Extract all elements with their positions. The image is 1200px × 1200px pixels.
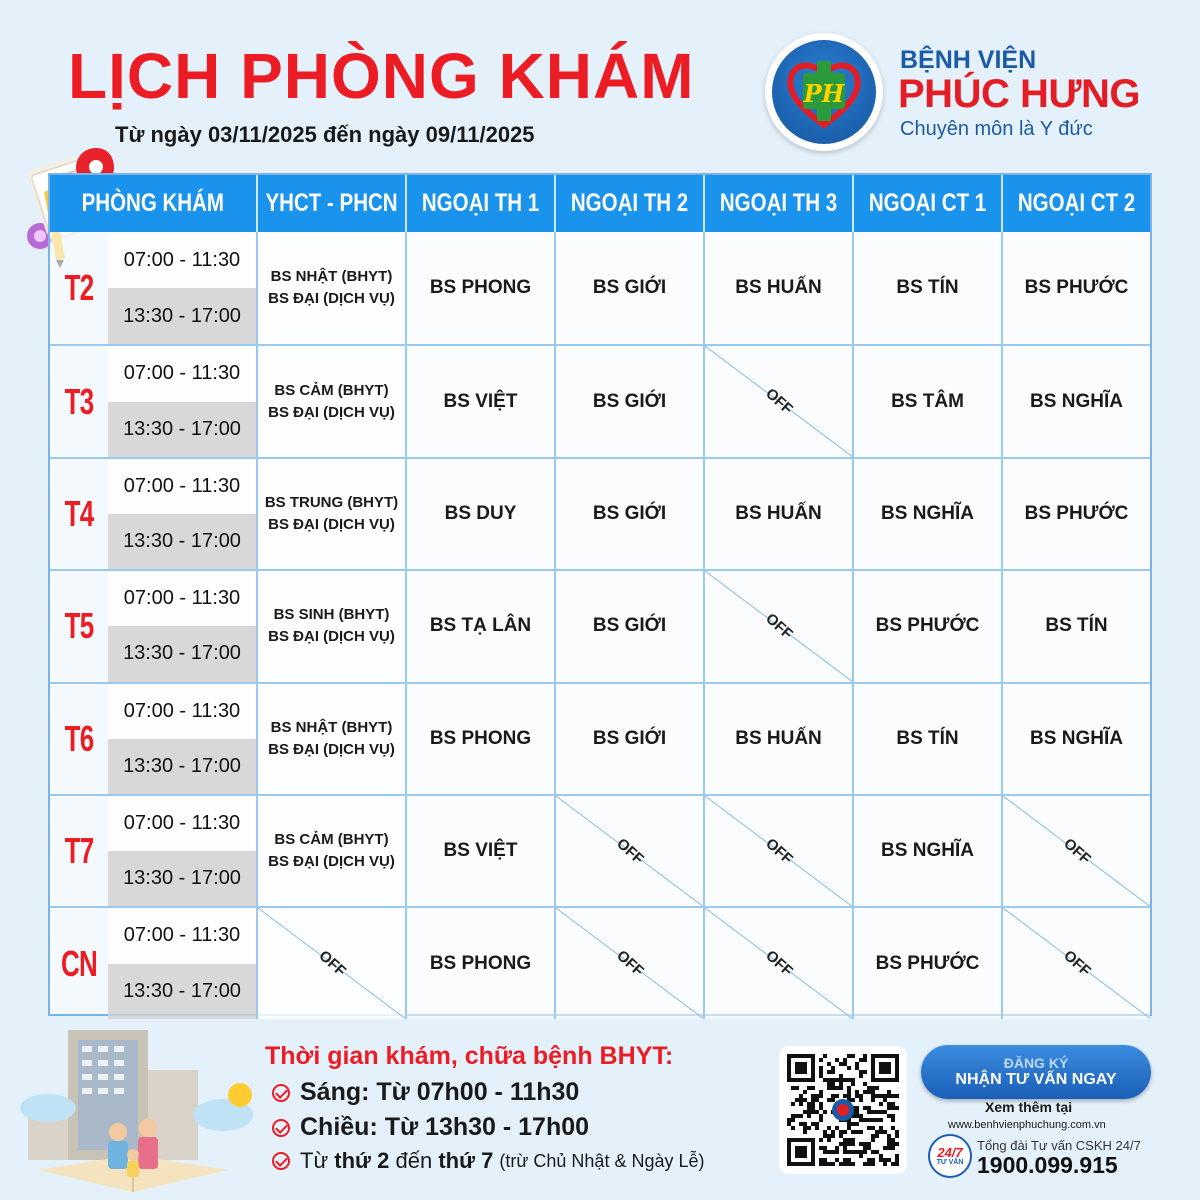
doctor-cell [705,796,854,906]
doctor-name: BS NHẬT (BHYT) [270,718,393,736]
doctor-name: BS TẠ LÂN [429,615,532,637]
doctor-cell [705,571,854,681]
day-label [50,908,108,1018]
doctor-name: BS ĐẠI (DỊCH VỤ) [268,853,395,871]
afternoon-slot: 13:30 - 17:00 [108,514,256,569]
column-header [705,175,854,232]
column-header [50,175,258,232]
doctor-cell [407,796,556,906]
yhct-cell [258,684,407,794]
doctor-cell [1003,571,1150,681]
off-label: OFF [1059,947,1094,980]
day-text: T3 [64,380,94,422]
svg-text:PH: PH [803,79,845,108]
day-text: T4 [64,492,94,534]
doctor-cell [556,346,705,456]
afternoon-slot: 13:30 - 17:00 [108,402,256,457]
day-label [50,571,108,681]
doctor-cell [556,459,705,569]
column-header-label: NGOẠI CT 1 [868,189,987,217]
doctor-cell [556,232,705,344]
day-cell [50,908,258,1018]
doctor-name: BS TÍN [1045,615,1108,637]
doctor-name: BS GIỚI [592,727,667,749]
doctor-name: BS SINH (BHYT) [273,606,390,624]
afternoon-slot: 13:30 - 17:00 [108,626,256,681]
day-text: T7 [64,830,94,872]
hotline-label: Tổng đài Tư vấn CSKH 24/7 [977,1138,1141,1153]
cta-main-label: NHẬN TƯ VẤN NGAY [955,1071,1117,1088]
hotline-247-badge [928,1134,972,1178]
day-cell [50,346,258,456]
doctor-name: BS TÂM [891,390,964,412]
day-cell [50,232,258,344]
doctor-name: BS NGHĨA [881,840,974,862]
doctor-name: BS HUẤN [735,277,822,299]
off-label: OFF [761,385,796,418]
yhct-cell [258,908,407,1018]
day-cell [50,459,258,569]
day-text: T2 [64,267,94,309]
day-cell [50,796,258,906]
day-text: T6 [64,717,94,759]
table-row [50,794,1150,906]
doctor-name: BS GIỚI [592,277,667,299]
afternoon-slot: 13:30 - 17:00 [108,288,256,344]
column-header [1003,175,1150,232]
column-header-label: NGOẠI CT 2 [1017,189,1136,217]
date-range: Từ ngày 03/11/2025 đến ngày 09/11/2025 [115,122,535,147]
morning-slot: 07:00 - 11:30 [108,346,256,401]
table-row [50,906,1150,1018]
doctor-name: BS NGHĨA [881,502,974,524]
off-label: OFF [314,946,349,980]
column-header-label: NGOẠI TH 2 [570,189,689,217]
brand-top: BỆNH VIỆN [900,46,1037,74]
doctor-name: BS NGHĨA [1030,390,1123,412]
page-title: LỊCH PHÒNG KHÁM [68,40,695,112]
see-more-label: Xem thêm tại [985,1099,1073,1115]
yhct-cell [258,232,407,344]
days-mid: đến [395,1148,433,1173]
doctor-cell [854,908,1003,1018]
doctor-name: BS VIỆT [443,840,518,862]
morning-hours-text: Sáng: Từ 07h00 - 11h30 [300,1078,580,1106]
doctor-name: BS TRUNG (BHYT) [264,493,399,511]
table-row [50,344,1150,456]
afternoon-hours [272,1113,589,1142]
doctor-cell [556,908,705,1018]
doctor-cell [556,684,705,794]
doctor-cell [1003,346,1150,456]
day-label [50,232,108,344]
doctor-cell [705,684,854,794]
doctor-cell [407,346,556,456]
schedule-table [48,173,1152,1016]
morning-slot: 07:00 - 11:30 [108,908,256,963]
qr-code[interactable] [779,1046,907,1174]
doctor-name: BS TÍN [896,727,959,749]
off-label: OFF [761,947,796,980]
doctor-cell [556,796,705,906]
doctor-cell [1003,684,1150,794]
day-label [50,346,108,456]
doctor-name: BS HUẤN [735,502,822,524]
day-label [50,796,108,906]
doctor-name: BS DUY [444,502,517,524]
check-circle-icon [272,1152,290,1170]
logo-heart-icon [779,47,869,137]
column-header [258,175,407,232]
table-row [50,232,1150,344]
register-consult-button[interactable] [921,1045,1151,1099]
doctor-name: BS PHONG [429,952,532,974]
morning-hours [272,1078,579,1107]
morning-slot: 07:00 - 11:30 [108,571,256,626]
day-text: T5 [64,605,94,647]
morning-slot: 07:00 - 11:30 [108,796,256,851]
doctor-name: BS HUẤN [735,727,822,749]
doctor-name: BS PHƯỚC [875,952,980,974]
column-header [854,175,1003,232]
table-row [50,682,1150,794]
brand-tagline: Chuyên môn là Y đức [900,118,1093,140]
doctor-name: BS PHƯỚC [1024,277,1129,299]
column-header-label: NGOẠI TH 3 [719,189,838,217]
doctor-name: BS ĐẠI (DỊCH VỤ) [268,515,395,533]
days-to: thứ 7 [438,1148,494,1173]
day-text: CN [61,942,97,984]
bhyt-hours-title: Thời gian khám, chữa bệnh BHYT: [265,1042,674,1070]
table-row [50,569,1150,681]
column-header [556,175,705,232]
doctor-cell [407,908,556,1018]
doctor-name: BS NHẬT (BHYT) [270,268,393,286]
column-header-label: NGOẠI TH 1 [421,189,540,217]
off-label: OFF [1059,834,1094,868]
morning-slot: 07:00 - 11:30 [108,459,256,514]
doctor-cell [407,459,556,569]
table-body [50,232,1150,1019]
hospital-logo [765,33,883,151]
doctor-cell [1003,796,1150,906]
afternoon-hours-text: Chiều: Từ 13h30 - 17h00 [300,1113,590,1141]
off-label: OFF [612,834,647,868]
off-label: OFF [761,610,796,643]
table-row [50,457,1150,569]
doctor-name: BS GIỚI [592,502,667,524]
doctor-name: BS PHƯỚC [875,615,980,637]
days-from: thứ 2 [334,1148,390,1173]
doctor-cell [407,232,556,344]
check-circle-icon [272,1119,290,1137]
column-header-label: YHCT - PHCN [265,189,398,217]
doctor-name: BS ĐẠI (DỊCH VỤ) [268,290,395,308]
afternoon-slot: 13:30 - 17:00 [108,851,256,906]
morning-slot: 07:00 - 11:30 [108,232,256,288]
doctor-name: BS PHONG [429,727,532,749]
doctor-cell [854,684,1003,794]
yhct-cell [258,796,407,906]
hotline-number[interactable]: 1900.099.915 [977,1152,1118,1178]
doctor-cell [854,232,1003,344]
day-cell [50,684,258,794]
doctor-name: BS VIỆT [443,390,518,412]
check-circle-icon [272,1084,290,1102]
doctor-name: BS PHONG [429,277,532,299]
doctor-cell [705,232,854,344]
doctor-cell [705,346,854,456]
off-label: OFF [761,834,796,868]
brand-name: PHÚC HƯNG [898,72,1141,116]
doctor-cell [854,459,1003,569]
qr-code-icon [787,1054,899,1166]
badge-bottom: TƯ VẤN [936,1159,964,1166]
doctor-cell [407,571,556,681]
doctor-cell [407,684,556,794]
doctor-cell [1003,908,1150,1018]
days-prefix: Từ [300,1148,329,1173]
doctor-cell [854,571,1003,681]
day-label [50,459,108,569]
doctor-name: BS CẢM (BHYT) [274,831,389,849]
days-note: (trừ Chủ Nhật & Ngày Lễ) [499,1150,705,1171]
doctor-cell [705,459,854,569]
day-label [50,684,108,794]
website-link[interactable]: www.benhvienphuchung.com.vn [948,1119,1106,1131]
doctor-name: BS ĐẠI (DỊCH VỤ) [268,628,395,646]
off-label: OFF [612,947,647,980]
day-cell [50,571,258,681]
afternoon-slot: 13:30 - 17:00 [108,739,256,794]
badge-top: 24/7 [937,1145,963,1160]
hospital-illustration-icon [8,1020,258,1198]
cta-top-label: ĐĂNG KÝ [1003,1055,1069,1071]
doctor-cell [556,571,705,681]
yhct-cell [258,571,407,681]
doctor-cell [1003,232,1150,344]
doctor-cell [854,796,1003,906]
doctor-name: BS CẢM (BHYT) [274,381,389,399]
doctor-cell [854,346,1003,456]
doctor-cell [1003,459,1150,569]
yhct-cell [258,459,407,569]
doctor-cell [705,908,854,1018]
table-header [50,175,1150,232]
doctor-name: BS GIỚI [592,390,667,412]
doctor-name: BS GIỚI [592,615,667,637]
afternoon-slot: 13:30 - 17:00 [108,964,256,1019]
doctor-name: BS TÍN [896,277,959,299]
column-header [407,175,556,232]
yhct-cell [258,346,407,456]
doctor-name: BS NGHĨA [1030,727,1123,749]
doctor-name: BS ĐẠI (DỊCH VỤ) [268,740,395,758]
doctor-name: BS PHƯỚC [1024,502,1129,524]
doctor-name: BS ĐẠI (DỊCH VỤ) [268,403,395,421]
working-days [272,1148,705,1174]
morning-slot: 07:00 - 11:30 [108,684,256,739]
column-header-label: PHÒNG KHÁM [81,189,225,217]
